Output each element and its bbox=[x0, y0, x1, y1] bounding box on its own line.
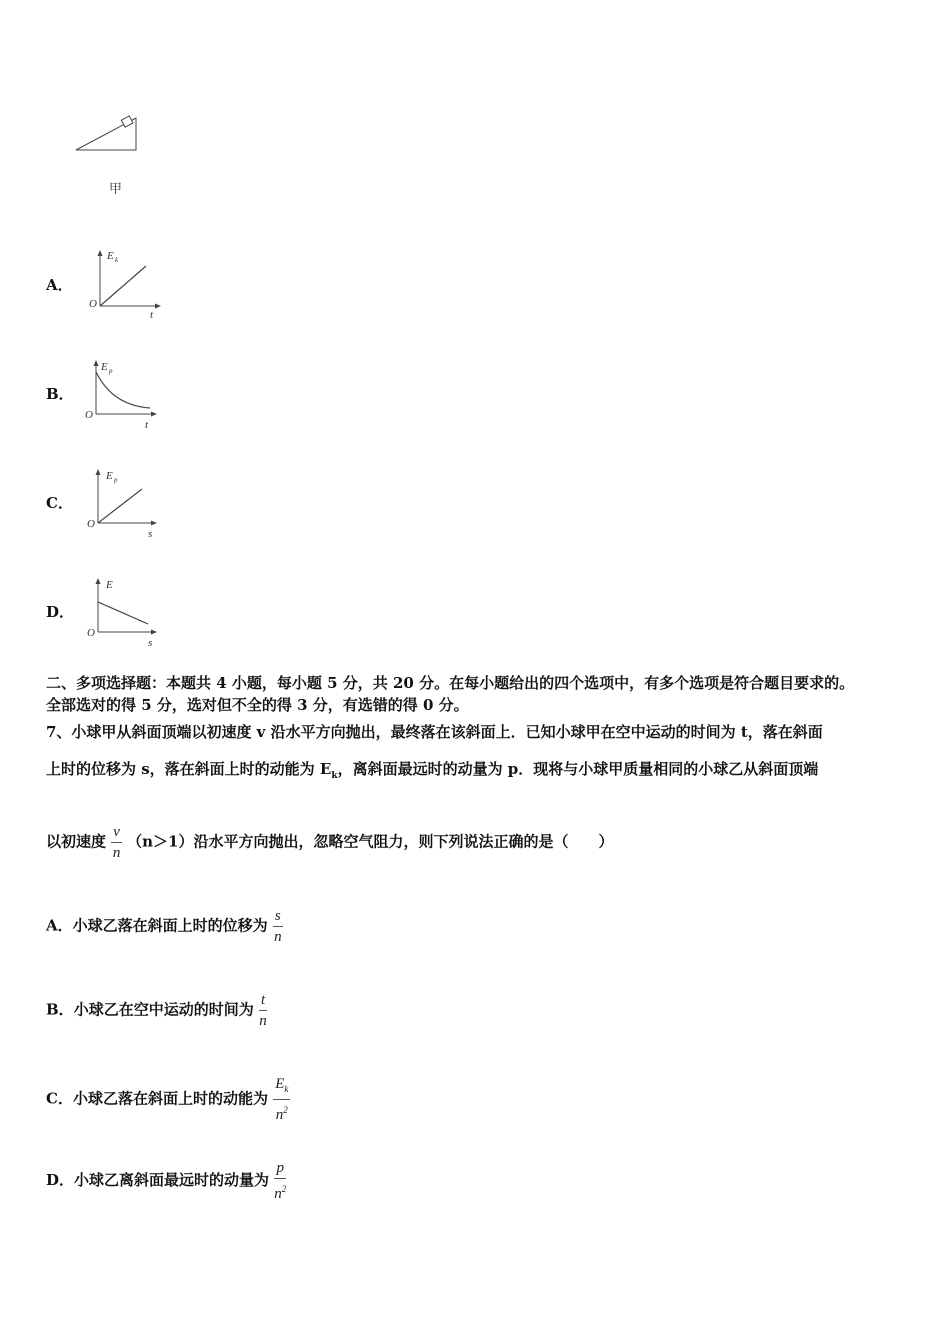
incline-figure bbox=[74, 112, 144, 160]
origin-label: O bbox=[87, 627, 95, 639]
option7-a: A．小球乙落在斜面上时的位移为 $\frac{s}{n}$ bbox=[46, 908, 282, 945]
origin-label: O bbox=[89, 298, 97, 310]
svg-text:p: p bbox=[114, 476, 118, 484]
option-a-label: A． bbox=[46, 276, 73, 294]
option-d-graph bbox=[84, 576, 164, 648]
svg-text:p: p bbox=[109, 367, 113, 375]
svg-text:k: k bbox=[115, 256, 119, 264]
x-axis-label: s bbox=[148, 528, 153, 539]
x-axis-label: t bbox=[150, 309, 154, 320]
y-axis-label: E bbox=[101, 361, 108, 373]
option-b-label: B． bbox=[46, 385, 74, 403]
question7-line3: 以初速度 $\frac{v}{n}$ （n＞1）沿水平方向抛出，忽略空气阻力，则下列说法正确的是（ ） bbox=[46, 824, 614, 861]
option-b-graph bbox=[82, 358, 162, 430]
option-d-label: D． bbox=[46, 603, 75, 621]
option7-c-fraction: $\frac{E_k}{n^2}$ bbox=[275, 1076, 289, 1123]
block-on-incline bbox=[121, 116, 133, 127]
y-axis-label: E bbox=[106, 470, 113, 482]
option7-a-fraction: $\frac{s}{n}$ bbox=[274, 908, 282, 945]
x-axis-label: s bbox=[148, 637, 153, 648]
figure-caption: 甲 bbox=[109, 182, 123, 197]
option7-b: B．小球乙在空中运动的时间为 $\frac{t}{n}$ bbox=[46, 992, 267, 1029]
x-axis-label: t bbox=[145, 419, 149, 430]
origin-label: O bbox=[87, 518, 95, 530]
origin-label: O bbox=[85, 409, 93, 421]
section-heading-line1: 二、多项选择题：本题共 4 小题，每小题 5 分，共 20 分。在每小题给出的四个选项中，有多个选项是符合题目要求的。 bbox=[46, 674, 855, 692]
question7-line1: 7、小球甲从斜面顶端以初速度 v 沿水平方向抛出，最终落在该斜面上．已知小球甲在空中运动的时间为 t，落在斜面 bbox=[46, 723, 823, 741]
question7-line2: 上时的位移为 s，落在斜面上时的动能为 $E_k$，离斜面最远时的动量为 p．现将与小球甲质量相同的小球乙从斜面顶端 bbox=[46, 760, 819, 781]
section-heading-line2: 全部选对的得 5 分，选对但不全的得 3 分，有选错的得 0 分。 bbox=[46, 696, 469, 714]
option-a-graph bbox=[86, 248, 166, 320]
option7-d-fraction: $\frac{p}{n^2}$ bbox=[274, 1160, 287, 1202]
y-axis-label: E bbox=[106, 579, 113, 591]
initial-speed-fraction: $\frac{v}{n}$ bbox=[112, 824, 121, 861]
option7-b-fraction: $\frac{t}{n}$ bbox=[259, 992, 267, 1029]
option7-c: C．小球乙落在斜面上时的动能为 $\frac{E_k}{n^2}$ bbox=[46, 1076, 289, 1123]
option-c-label: C． bbox=[46, 494, 73, 512]
option7-d: D．小球乙离斜面最远时的动量为 $\frac{p}{n^2}$ bbox=[46, 1160, 287, 1202]
incline-diagram bbox=[74, 112, 144, 156]
option-c-graph bbox=[84, 467, 164, 539]
y-axis-label: E bbox=[107, 250, 114, 262]
